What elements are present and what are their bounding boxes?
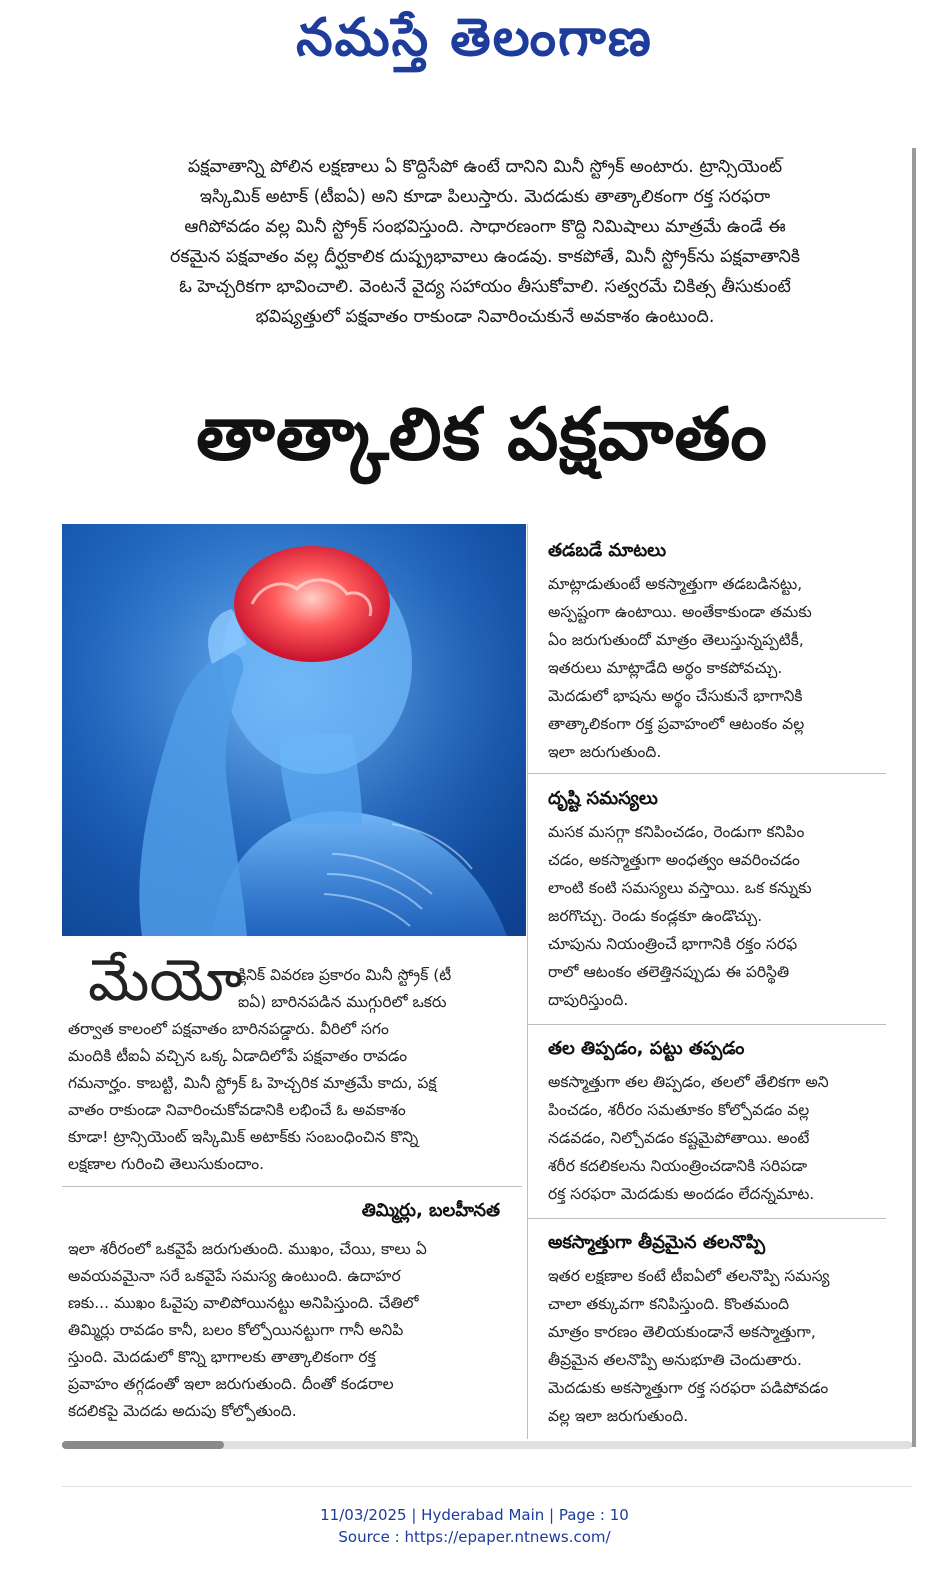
body-line: అవయవమైనా సరే ఒకవైపే సమస్య ఉంటుంది. ఉదాహర <box>68 1267 401 1285</box>
lead-line: కూడా! ట్రాన్సియెంట్ ఇస్కిమిక్ అటాక్‌కు సంబంధించిన కొన్ని <box>68 1128 419 1146</box>
lead-paragraph <box>68 1016 500 1178</box>
column-divider <box>527 524 528 1439</box>
body-line: ఇతర లక్షణాల కంటే టీఐఏలో తలనొప్పి సమస్య <box>548 1267 830 1285</box>
body-line: ణకు... ముఖం ఓవైపు వాలిపోయినట్టు అనిపిస్తుంది. చేతిలో <box>68 1294 419 1312</box>
body-line: జరగొచ్చు. రెండు కండ్లకూ ఉండొచ్చు. <box>548 907 763 925</box>
masthead-logo: నమస్తే తెలంగాణ <box>296 8 653 68</box>
intro-line: పక్షవాతాన్ని పోలిన లక్షణాలు ఏ కొద్దిసేపో ఉంటే దానిని మినీ స్ట్రోక్ అంటారు. ట్రాన్సియెంట్ <box>187 157 783 177</box>
footer-source: Source : https://epaper.ntnews.com/ <box>338 1528 611 1546</box>
intro-line: ఆగిపోవడం వల్ల మినీ స్ట్రోక్ సంభవిస్తుంది. సాధారణంగా కొద్ది నిమిషాలు మాత్రమే ఉండే ఈ <box>184 217 786 237</box>
section-title-speech: తడబడే మాటలు <box>548 540 667 561</box>
article-headline: తాత్కాలిక పక్షవాతం <box>196 392 768 476</box>
lead-dropcap: మేయో <box>88 946 243 1014</box>
section-title-headache: అకస్మాత్తుగా తీవ్రమైన తలనొప్పి <box>548 1232 766 1253</box>
section-body-vision <box>548 818 888 1014</box>
body-line: మసక మసగ్గా కనిపించడం, రెండుగా కనిపిం <box>548 823 805 841</box>
body-line: మాట్లాడుతుంటే అకస్మాత్తుగా తడబడినట్టు, <box>548 575 803 593</box>
photo-illustration <box>62 524 526 936</box>
body-line: ఏం జరుగుతుందో మాత్రం తెలుస్తున్నప్పటికీ, <box>548 631 804 649</box>
section-title-vision: దృష్టి సమస్యలు <box>548 788 658 809</box>
section-title-dizziness: తల తిప్పడం, పట్టు తప్పడం <box>548 1038 745 1059</box>
intro-line: ఇస్కిమిక్ అటాక్ (టీఐఏ) అని కూడా పిలుస్తారు. మెదడుకు తాత్కాలికంగా రక్త సరఫరా <box>199 187 771 207</box>
section-divider <box>62 1186 522 1187</box>
body-line: శరీర కదలికలను నియంత్రించడానికి సరిపడా <box>548 1157 808 1175</box>
body-line: చడం, అకస్మాత్తుగా అంధత్వం ఆవరించడం <box>548 851 800 869</box>
intro-line: రకమైన పక్షవాతం వల్ల దీర్ఘకాలిక దుష్ప్రభావాలు ఉండవు. కాకపోతే, మినీ స్ట్రోక్‌ను పక్షవాతానికి <box>169 247 800 267</box>
intro-line: భవిష్యత్తులో పక్షవాతం రాకుండా నివారించుకునే అవకాశం ఉంటుంది. <box>255 307 715 327</box>
footer-date-edition: 11/03/2025 | Hyderabad Main | Page : 10 <box>320 1506 629 1524</box>
body-line: తిమ్మిర్లు రావడం కానీ, బలం కోల్పోయినట్టుగా గానీ అనిపి <box>68 1321 404 1339</box>
body-line: తీవ్రమైన తలనొప్పి అనుభూతి చెందుతారు. <box>548 1351 802 1369</box>
section-divider <box>528 1218 886 1219</box>
body-line: ఇతరులు మాట్లాడేది అర్థం కాకపోవచ్చు. <box>548 659 783 677</box>
lead-paragraph-top <box>238 962 500 1016</box>
body-line: ఇలా జరుగుతుంది. <box>548 743 662 761</box>
footer-divider <box>62 1486 912 1487</box>
section-body-headache <box>548 1262 888 1430</box>
lead-line: మందికి టీఐఏ వచ్చిన ఒక్క ఏడాదిలోపే పక్షవాతం రావడం <box>68 1047 408 1065</box>
section-title-numbness: తిమ్మిర్లు, బలహీనత <box>361 1200 500 1221</box>
intro-line: ఓ హెచ్చరికగా భావించాలి. వెంటనే వైద్య సహాయం తీసుకోవాలి. సత్వరమే చికిత్స తీసుకుంటే <box>179 277 791 297</box>
body-line: ప్రవాహం తగ్గడంతో ఇలా జరుగుతుంది. దీంతో కండరాల <box>68 1375 394 1393</box>
body-line: మాత్రం కారణం తెలియకుండానే అకస్మాత్తుగా, <box>548 1323 816 1341</box>
body-line: నడవడం, నిల్చోవడం కష్టమైపోతాయి. అంటే <box>548 1129 810 1147</box>
lead-line: తర్వాత కాలంలో పక్షవాతం బారినపడ్డారు. వీరిలో సగం <box>68 1020 389 1038</box>
body-line: మెదడులో భాషను అర్థం చేసుకునే భాగానికి <box>548 687 803 705</box>
body-line: చూపును నియంత్రించే భాగానికి రక్తం సరఫ <box>548 935 798 953</box>
body-line: పించడం, శరీరం సమతూకం కోల్పోవడం వల్ల <box>548 1101 810 1119</box>
body-line: అకస్మాత్తుగా తల తిప్పడం, తలలో తేలికగా అని <box>548 1073 829 1091</box>
body-line: మెదడుకు అకస్మాత్తుగా రక్త సరఫరా పడిపోవడం <box>548 1379 829 1397</box>
lead-line: ఐఏ) బారినపడిన ముగ్గురిలో ఒకరు <box>238 993 447 1011</box>
section-body-numbness <box>68 1236 500 1425</box>
section-divider <box>528 773 886 774</box>
body-line: చాలా తక్కువగా కనిపిస్తుంది. కొంతమంది <box>548 1295 790 1313</box>
body-line: దాపురిస్తుంది. <box>548 991 629 1009</box>
body-line: స్తుంది. మెదడులో కొన్ని భాగాలకు తాత్కాలికంగా రక్త <box>68 1348 376 1366</box>
body-line: ఇలా శరీరంలో ఒకవైపే జరుగుతుంది. ముఖం, చేయి, కాలు ఏ <box>68 1240 427 1258</box>
horizontal-scrollbar-thumb[interactable] <box>62 1441 224 1449</box>
lead-line: వాతం రాకుండా నివారించుకోవడానికి లభించే ఓ అవకాశం <box>68 1101 406 1119</box>
intro-paragraph <box>66 152 904 332</box>
lead-line: క్లినిక్ వివరణ ప్రకారం మినీ స్ట్రోక్ (టీ <box>238 966 452 984</box>
body-line: లాంటి కంటి సమస్యలు వస్తాయి. ఒక కన్నుకు <box>548 879 812 897</box>
body-line: అస్పష్టంగా ఉంటాయి. అంతేకాకుండా తమకు <box>548 603 812 621</box>
body-line: రక్త సరఫరా మెదడుకు అందడం లేదన్నమాట. <box>548 1185 815 1203</box>
section-body-speech <box>548 570 888 766</box>
lead-line: గమనార్హం. కాబట్టి, మినీ స్ట్రోక్ ఓ హెచ్చరిక మాత్రమే కాదు, పక్ష <box>68 1074 437 1092</box>
body-line: తాత్కాలికంగా రక్త ప్రవాహంలో ఆటంకం వల్ల <box>548 715 805 733</box>
lead-line: లక్షణాల గురించి తెలుసుకుందాం. <box>68 1155 265 1173</box>
body-line: కదలికపై మెదడు అదుపు కోల్పోతుంది. <box>68 1402 297 1420</box>
section-divider <box>528 1024 886 1025</box>
body-line: రాలో ఆటంకం తలెత్తినప్పుడు ఈ పరిస్థితి <box>548 963 790 981</box>
brain-headache-photo <box>62 524 526 936</box>
section-body-dizziness <box>548 1068 888 1208</box>
body-line: వల్ల ఇలా జరుగుతుంది. <box>548 1407 689 1425</box>
